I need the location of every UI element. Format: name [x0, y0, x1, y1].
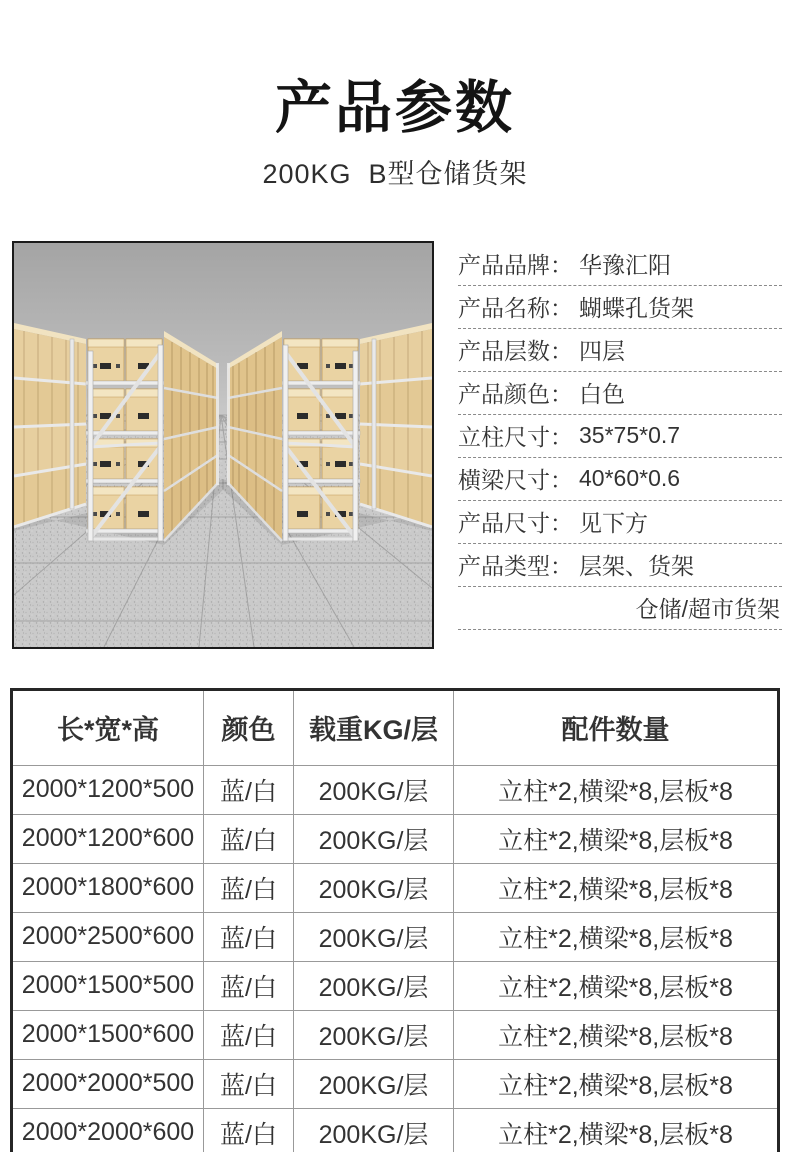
spec-value: 蝴蝶孔货架 — [579, 295, 694, 322]
col-header-color: 颜色 — [204, 689, 294, 765]
cell-accessories: 立柱*2,横梁*8,层板*8 — [454, 1108, 779, 1152]
cell-dimensions: 2000*2000*600 — [12, 1108, 204, 1152]
cell-dimensions: 2000*1500*500 — [12, 961, 204, 1010]
cell-load: 200KG/层 — [294, 765, 454, 814]
cell-load: 200KG/层 — [294, 912, 454, 961]
cell-dimensions: 2000*1500*600 — [12, 1010, 204, 1059]
spec-table-body — [12, 765, 779, 1152]
cell-accessories: 立柱*2,横梁*8,层板*8 — [454, 1059, 779, 1108]
cell-color: 蓝/白 — [204, 765, 294, 814]
cell-color: 蓝/白 — [204, 814, 294, 863]
spec-label: 横梁尺寸： — [458, 467, 573, 494]
spec-table — [10, 688, 780, 1152]
spec-row-type-cont — [458, 587, 782, 630]
spec-value: 见下方 — [579, 510, 648, 537]
cell-dimensions: 2000*2000*500 — [12, 1059, 204, 1108]
spec-value: 层架、货架 — [579, 553, 694, 580]
table-row — [12, 1108, 779, 1152]
cell-accessories: 立柱*2,横梁*8,层板*8 — [454, 912, 779, 961]
cell-load: 200KG/层 — [294, 1108, 454, 1152]
col-header-accessories: 配件数量 — [454, 689, 779, 765]
spec-value: 四层 — [579, 338, 625, 365]
page-title: 产品参数 — [275, 76, 515, 140]
cell-dimensions: 2000*1800*600 — [12, 863, 204, 912]
product-photo — [12, 241, 434, 649]
col-header-dimensions: 长*宽*高 — [12, 689, 204, 765]
spec-row-color — [458, 372, 782, 415]
cell-accessories: 立柱*2,横梁*8,层板*8 — [454, 814, 779, 863]
cell-load: 200KG/层 — [294, 961, 454, 1010]
spec-row-product-type — [458, 544, 782, 587]
table-row — [12, 863, 779, 912]
content-row — [0, 241, 790, 649]
cell-load: 200KG/层 — [294, 1010, 454, 1059]
cell-load: 200KG/层 — [294, 814, 454, 863]
spec-label: 产品颜色： — [458, 381, 573, 408]
table-row — [12, 912, 779, 961]
spec-label: 产品名称： — [458, 295, 573, 322]
spec-row-beam-size — [458, 458, 782, 501]
cell-color: 蓝/白 — [204, 912, 294, 961]
spec-row-layers — [458, 329, 782, 372]
cell-dimensions: 2000*1200*600 — [12, 814, 204, 863]
table-row — [12, 765, 779, 814]
cell-dimensions: 2000*1200*500 — [12, 765, 204, 814]
spec-value: 白色 — [579, 381, 625, 408]
cell-color: 蓝/白 — [204, 1059, 294, 1108]
spec-value: 35*75*0.7 — [579, 422, 681, 449]
spec-row-name — [458, 286, 782, 329]
spec-row-product-size — [458, 501, 782, 544]
table-row — [12, 961, 779, 1010]
spec-row-brand — [458, 243, 782, 286]
spec-value: 40*60*0.6 — [579, 465, 681, 492]
spec-row-column-size — [458, 415, 782, 458]
cell-accessories: 立柱*2,横梁*8,层板*8 — [454, 765, 779, 814]
cell-load: 200KG/层 — [294, 1059, 454, 1108]
cell-color: 蓝/白 — [204, 1010, 294, 1059]
col-header-load: 载重KG/层 — [294, 689, 454, 765]
spec-label: 产品类型： — [458, 553, 573, 580]
spec-label: 产品层数： — [458, 338, 573, 365]
cell-accessories: 立柱*2,横梁*8,层板*8 — [454, 863, 779, 912]
spec-label: 产品尺寸： — [458, 510, 573, 537]
photo-rack-left — [14, 323, 224, 545]
spec-value: 华豫汇阳 — [579, 252, 671, 279]
table-header-row — [12, 689, 779, 765]
spec-list — [458, 243, 782, 649]
spec-table-header — [12, 689, 779, 765]
page-subtitle: 200KG B型仓储货架 — [262, 158, 528, 189]
spec-label: 立柱尺寸： — [458, 424, 573, 451]
spec-value: 仓储/超市货架 — [635, 596, 780, 623]
photo-rack-right — [222, 323, 432, 545]
cell-accessories: 立柱*2,横梁*8,层板*8 — [454, 961, 779, 1010]
spec-label: 产品品牌： — [458, 252, 573, 279]
table-row — [12, 1059, 779, 1108]
cell-accessories: 立柱*2,横梁*8,层板*8 — [454, 1010, 779, 1059]
warehouse-scene — [14, 243, 432, 647]
cell-dimensions: 2000*2500*600 — [12, 912, 204, 961]
cell-color: 蓝/白 — [204, 863, 294, 912]
table-row — [12, 1010, 779, 1059]
cell-color: 蓝/白 — [204, 961, 294, 1010]
table-row — [12, 814, 779, 863]
cell-color: 蓝/白 — [204, 1108, 294, 1152]
cell-load: 200KG/层 — [294, 863, 454, 912]
